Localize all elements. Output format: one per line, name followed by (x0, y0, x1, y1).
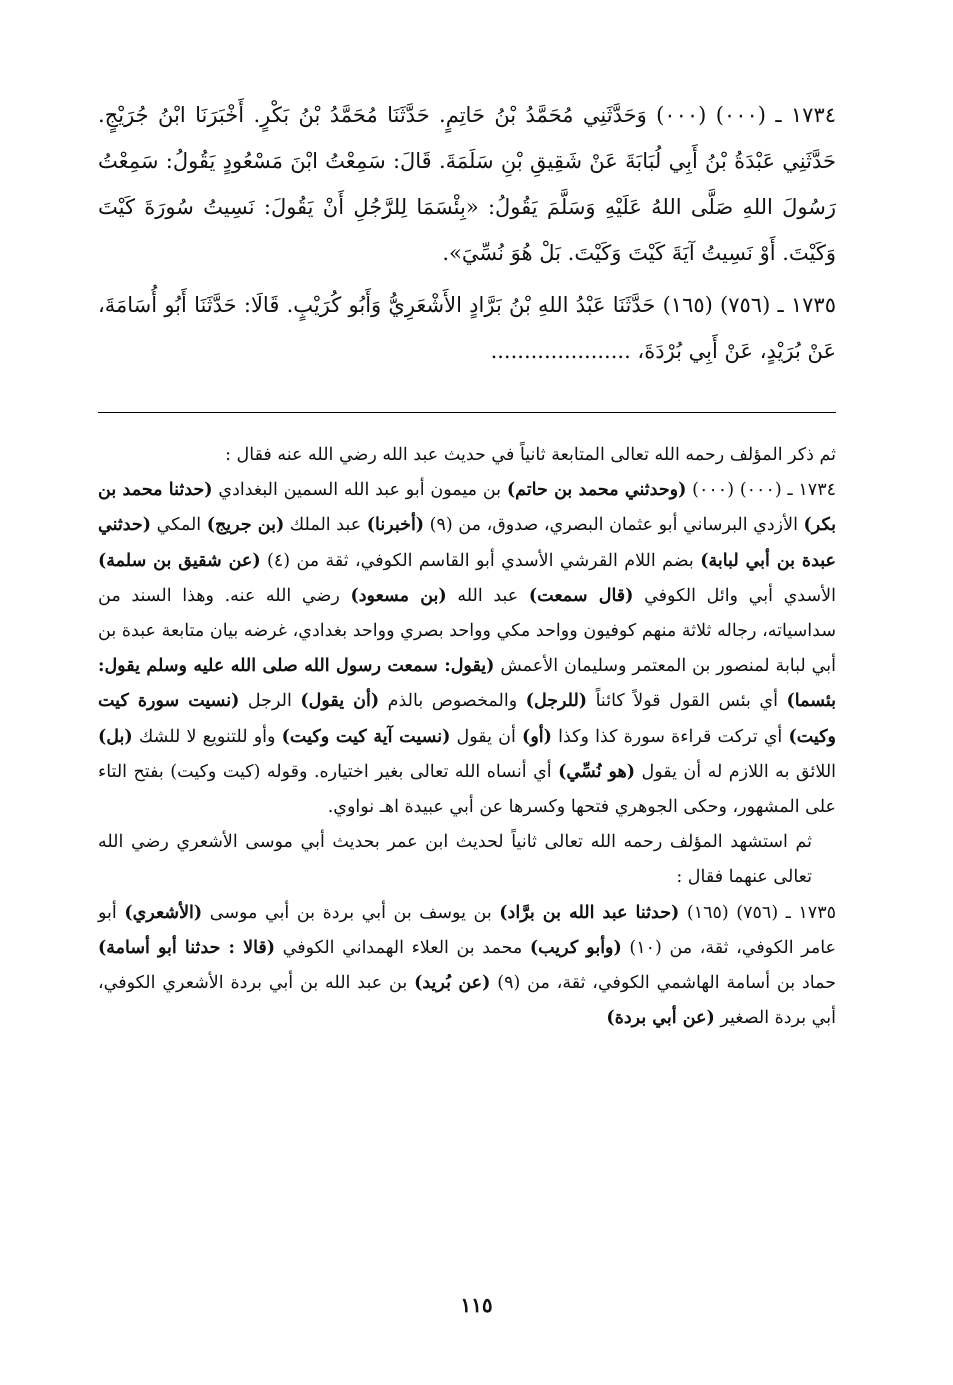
text-segment: بن يوسف بن أبي بردة بن أبي موسى (202, 902, 500, 923)
text-segment: بن عبد الله بن أبي بردة الأشعري الكوفي، أبي بردة الصغير (98, 973, 836, 1029)
text-segment: أي تركت قراءة سورة كذا وكذا (551, 726, 789, 747)
bold-quote-segment: (عن بُريد) (414, 973, 491, 994)
commentary-paragraph (98, 825, 836, 895)
text-segment: محمد بن العلاء الهمداني الكوفي (275, 937, 530, 958)
bold-quote-segment: (بن مسعود) (350, 585, 447, 606)
bold-quote-segment: (نسيت سورة كيت وكيت) (98, 691, 836, 747)
page-number: ١١٥ (460, 1293, 493, 1317)
commentary-paragraph (98, 896, 836, 1037)
text-segment: حماد بن أسامة الهاشمي الكوفي، ثقة، من (٩) (490, 973, 837, 994)
bold-quote-segment: (حدثني عبدة بن أبي لبابة) (98, 515, 836, 571)
hadith-paragraph (98, 92, 836, 276)
bold-quote-segment: (حدثنا محمد بن بكر) (98, 480, 837, 536)
text-segment: أن يقول (450, 726, 523, 747)
text-segment: ١٧٣٥ ـ (٧٥٦) (١٦٥) (679, 902, 837, 923)
text-segment: بضم اللام القرشي الأسدي أبو القاسم الكوفي، ثقة من (٤) (260, 550, 701, 571)
commentary-text (98, 438, 836, 1036)
bold-quote-segment: (الأشعري) (124, 902, 203, 923)
text-segment: عبد الملك (284, 515, 367, 536)
text-segment: الأسدي أبي وائل الكوفي (633, 585, 836, 606)
text-segment: اللائق به اللازم له أن يقول (635, 761, 837, 782)
text-segment: ١٧٣٥ ـ (٧٥٦) (١٦٥) حَدَّثَنَا عَبْدُ اللهِ بْنُ بَرَّادٍ الأَشْعَرِيُّ وَأَبُو كُرَيْبٍ. قَالَا: حَدَّثَنَا أَبُو أُسَامَةَ، عَنْ بُرَيْدٍ، عَنْ أَبِي بُرْدَةَ، ..................... (98, 293, 836, 363)
bold-quote-segment: (عن أبي بردة) (606, 1008, 715, 1029)
text-segment: أي أنساه الله تعالى بغير اختياره. وقوله (كيت وكيت) بفتح التاء على المشهور، وحكى الجوهري فتحها وكسرها عن أبي عبيدة اهـ نواوي. (98, 761, 836, 818)
bold-quote-segment: (قال سمعت) (528, 585, 634, 606)
bold-quote-segment: (قالا : حدثنا أبو أسامة) (98, 937, 276, 958)
text-segment: ١٧٣٤ ـ (٠٠٠) (٠٠٠) (686, 480, 837, 501)
bold-quote-segment: (حدثنا عبد الله بن برَّاد) (499, 902, 680, 923)
text-segment: ١٧٣٤ ـ (٠٠٠) (٠٠٠) وَحَدَّثَنِي مُحَمَّدُ بْنُ حَاتِمٍ. حَدَّثَنَا مُحَمَّدُ بْنُ بَكْرٍ. أَخْبَرَنَا ابْنُ جُرَيْجٍ. حَدَّثَنِي عَبْدَةُ بْنُ أَبِي لُبَابَةَ عَنْ شَقِيقِ بْنِ سَلَمَةَ. قَالَ: سَمِعْتُ ابْنَ مَسْعُودٍ يَقُولُ: سَمِعْتُ رَسُولَ اللهِ صَلَّى اللهُ عَلَيْهِ وَسَلَّمَ يَقُولُ: «بِئْسَمَا لِلرَّجُلِ أَنْ يَقُولَ: نَسِيتُ سُورَةَ كَيْتَ وَكَيْتَ. أَوْ نَسِيتُ آيَةَ كَيْتَ وَكَيْتَ. بَلْ هُوَ نُسِّيَ». (98, 103, 837, 265)
bold-quote-segment: (للرجل) (525, 691, 588, 712)
text-segment: بن ميمون أبو عبد الله السمين البغدادي (212, 480, 507, 501)
bold-quote-segment: (أن يقول) (300, 691, 380, 712)
bold-quote-segment: (بل) (98, 726, 133, 747)
text-segment: الرجل (239, 691, 301, 712)
text-segment: أبو عامر الكوفي، ثقة، من (١٠) (98, 902, 836, 958)
bold-quote-segment: (عن شقيق بن سلمة) (98, 550, 261, 571)
commentary-paragraph (98, 473, 836, 825)
bold-quote-segment: (وحدثني محمد بن حاتم) (506, 480, 687, 501)
text-segment: الأزدي البرساني أبو عثمان البصري، صدوق، من (٩) (424, 515, 804, 536)
bold-quote-segment: (يقول: سمعت رسول الله صلى الله عليه وسلم يقول: بئسما) (98, 656, 836, 712)
bold-quote-segment: (هو نُسِّي) (558, 761, 636, 782)
bold-quote-segment: (نسيت آية كيت وكيت) (281, 726, 451, 747)
bold-quote-segment: (أخبرنا) (366, 515, 425, 536)
bold-quote-segment: (أو) (522, 726, 552, 747)
text-segment: أي بئس القول قولاً كائناً (587, 691, 787, 712)
text-segment: المكي (151, 515, 207, 536)
text-segment: وأو للتنويع لا للشك (132, 726, 282, 747)
commentary-paragraph (98, 438, 836, 473)
bold-quote-segment: (بن جريج) (206, 515, 285, 536)
text-segment: والمخصوص بالذم (379, 691, 526, 712)
hadith-text (98, 92, 836, 380)
text-segment: رضي الله عنه. وهذا السند من سداسياته، رجاله ثلاثة منهم كوفيون وواحد مكي وواحد بصري وواحد بغدادي، غرضه بيان متابعة عبدة بن أبي لبابة لمنصور بن المعتمر وسليمان الأعمش (98, 585, 836, 677)
text-segment: عبد الله (446, 585, 529, 606)
text-segment: ثم ذكر المؤلف رحمه الله تعالى المتابعة ثانياً في حديث عبد الله رضي الله عنه فقال : (225, 445, 836, 465)
hadith-paragraph (98, 282, 836, 374)
footnote-divider (98, 412, 836, 413)
bold-quote-segment: (وأبو كريب) (529, 937, 622, 958)
text-segment: ثم استشهد المؤلف رحمه الله تعالى ثانياً لحديث ابن عمر بحديث أبي موسى الأشعري رضي الله تعالى عنهما فقال : (98, 832, 812, 888)
